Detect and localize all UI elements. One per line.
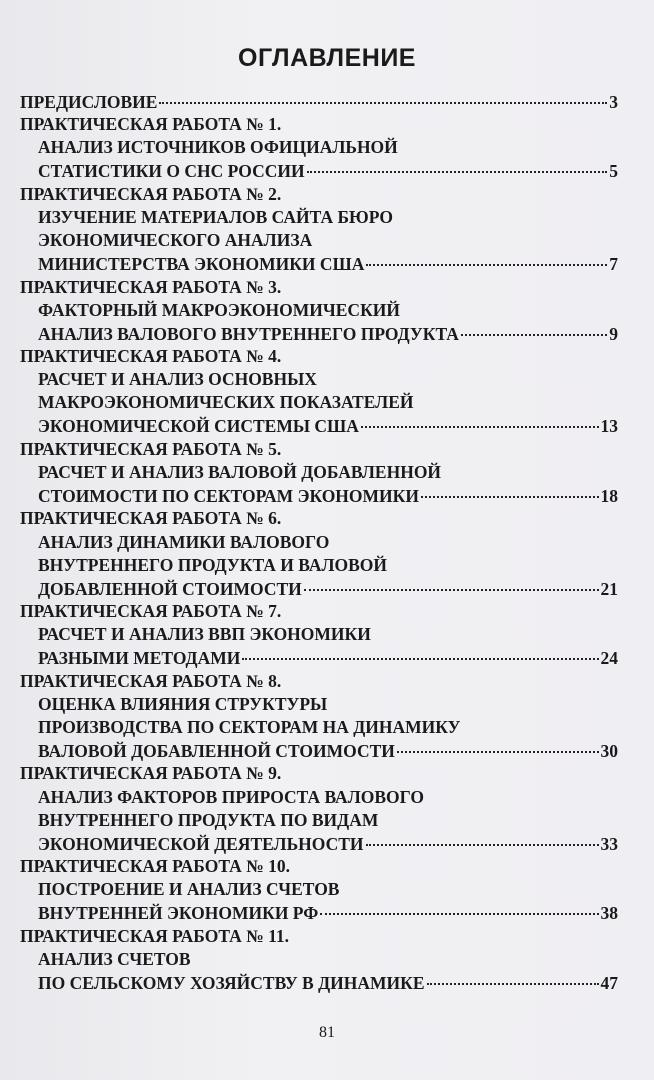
- dot-leader: [366, 828, 599, 846]
- page-number: 81: [319, 1024, 335, 1041]
- toc-entry-page: 3: [609, 91, 618, 112]
- toc-entry-page: 7: [609, 254, 618, 275]
- toc-entry-text: СТОИМОСТИ ПО СЕКТОРАМ ЭКОНОМИКИ: [38, 485, 419, 506]
- dot-leader: [397, 735, 599, 753]
- toc-entry-text: ПРАКТИЧЕСКАЯ РАБОТА № 4.: [20, 346, 282, 367]
- toc-entry-text: ПРАКТИЧЕСКАЯ РАБОТА № 5.: [20, 438, 282, 459]
- toc-entry-text: РАСЧЕТ И АНАЛИЗ ВАЛОВОЙ ДОБАВЛЕННОЙ: [38, 462, 442, 482]
- toc-entry: [20, 600, 618, 623]
- toc-entry-text: ВАЛОВОЙ ДОБАВЛЕННОЙ СТОИМОСТИ: [38, 741, 395, 761]
- toc-entry: [20, 322, 618, 345]
- toc-entry-text: АНАЛИЗ ИСТОЧНИКОВ ОФИЦИАЛЬНОЙ: [38, 137, 398, 158]
- toc-entry: [20, 693, 618, 716]
- toc-entry: [20, 786, 618, 809]
- toc-entry-page: 21: [600, 578, 618, 599]
- toc-entry-text: ПРАКТИЧЕСКАЯ РАБОТА № 9.: [20, 763, 282, 784]
- toc-entry: [20, 577, 618, 600]
- dot-leader: [159, 86, 607, 104]
- dot-leader: [427, 967, 599, 985]
- toc-entry-text: ПРАКТИЧЕСКАЯ РАБОТА № 8.: [20, 670, 282, 691]
- toc-entry-text: ПОСТРОЕНИЕ И АНАЛИЗ СЧЕТОВ: [38, 879, 340, 900]
- toc-entry-text: АНАЛИЗ ФАКТОРОВ ПРИРОСТА ВАЛОВОГО: [38, 786, 424, 807]
- toc-entry-text: СТАТИСТИКИ О СНС РОССИИ: [38, 161, 305, 182]
- toc-entry-text: АНАЛИЗ ВАЛОВОГО ВНУТРЕННЕГО ПРОДУКТА: [38, 323, 459, 344]
- toc-entry-text: ДОБАВЛЕННОЙ СТОИМОСТИ: [38, 578, 302, 599]
- toc-entry: [20, 670, 618, 693]
- toc-entry-page: 24: [600, 648, 618, 669]
- dot-leader: [461, 318, 607, 336]
- table-of-contents: [20, 90, 618, 994]
- toc-entry: [20, 438, 618, 461]
- dot-leader: [366, 248, 607, 266]
- toc-entry-text: ИЗУЧЕНИЕ МАТЕРИАЛОВ САЙТА БЮРО: [38, 206, 393, 227]
- dot-leader: [320, 898, 598, 916]
- toc-entry-page: 33: [600, 833, 618, 854]
- toc-entry-text: ВНУТРЕННЕГО ПРОДУКТА ПО ВИДАМ: [38, 809, 379, 830]
- toc-entry: [20, 855, 618, 878]
- toc-entry-text: ПО СЕЛЬСКОМУ ХОЗЯЙСТВУ В ДИНАМИКЕ: [38, 972, 425, 993]
- toc-entry-text: ПРАКТИЧЕСКАЯ РАБОТА № 1.: [20, 114, 282, 135]
- toc-entry-text: МИНИСТЕРСТВА ЭКОНОМИКИ США: [38, 254, 365, 275]
- toc-entry: [20, 252, 618, 275]
- toc-entry: [20, 276, 618, 299]
- toc-entry-text: ПРАКТИЧЕСКАЯ РАБОТА № 3.: [20, 276, 282, 297]
- toc-entry-page: 18: [600, 485, 618, 506]
- toc-entry: [20, 368, 618, 391]
- dot-leader: [307, 156, 608, 174]
- dot-leader: [304, 573, 599, 591]
- toc-entry-text: ПРАКТИЧЕСКАЯ РАБОТА № 10.: [20, 856, 290, 877]
- toc-entry-text: ПРАКТИЧЕСКАЯ РАБОТА № 6.: [20, 508, 282, 529]
- toc-entry: [20, 507, 618, 530]
- toc-entry: [20, 90, 618, 113]
- dot-leader: [361, 411, 599, 429]
- toc-entry-page: 5: [609, 161, 618, 182]
- toc-entry-text: ЭКОНОМИЧЕСКОЙ СИСТЕМЫ США: [38, 416, 359, 437]
- toc-entry-page: 13: [600, 416, 618, 437]
- toc-entry-page: 47: [600, 972, 618, 993]
- toc-entry-text: ФАКТОРНЫЙ МАКРОЭКОНОМИЧЕСКИЙ: [38, 299, 400, 320]
- toc-entry-text: ЭКОНОМИЧЕСКОЙ ДЕЯТЕЛЬНОСТИ: [38, 833, 364, 854]
- toc-entry-text: ОЦЕНКА ВЛИЯНИЯ СТРУКТУРЫ: [38, 693, 328, 714]
- dot-leader: [242, 643, 598, 661]
- toc-entry: [20, 160, 618, 183]
- toc-entry-page: 38: [600, 903, 618, 924]
- toc-entry-text: ВНУТРЕННЕЙ ЭКОНОМИКИ РФ: [38, 903, 319, 924]
- toc-entry-text: ПРАКТИЧЕСКАЯ РАБОТА № 7.: [20, 601, 282, 622]
- toc-entry: [20, 415, 618, 438]
- toc-entry: [20, 206, 618, 229]
- toc-entry: [20, 832, 618, 855]
- toc-entry-text: РАСЧЕТ И АНАЛИЗ ВВП ЭКОНОМИКИ: [38, 624, 371, 645]
- toc-entry-page: 9: [609, 323, 618, 344]
- toc-entry: [20, 484, 618, 507]
- toc-entry: [20, 345, 618, 368]
- toc-entry: [20, 113, 618, 136]
- toc-entry-text: ВНУТРЕННЕГО ПРОДУКТА И ВАЛОВОЙ: [38, 554, 388, 575]
- toc-entry: [20, 762, 618, 785]
- toc-entry-text: АНАЛИЗ СЧЕТОВ: [38, 948, 191, 969]
- toc-entry-text: ПРАКТИЧЕСКАЯ РАБОТА № 2.: [20, 183, 282, 204]
- toc-entry-text: АНАЛИЗ ДИНАМИКИ ВАЛОВОГО: [38, 531, 330, 552]
- toc-entry: [20, 531, 618, 554]
- toc-entry-text: ЭКОНОМИЧЕСКОГО АНАЛИЗА: [38, 230, 313, 251]
- page-title: ОГЛАВЛЕНИЕ: [238, 44, 416, 72]
- dot-leader: [421, 480, 599, 498]
- toc-entry-text: ПРАКТИЧЕСКАЯ РАБОТА № 11.: [20, 925, 290, 946]
- toc-entry: [20, 739, 618, 762]
- toc-entry: [20, 647, 618, 670]
- toc-entry: [20, 902, 618, 925]
- toc-entry-text: МАКРОЭКОНОМИЧЕСКИХ ПОКАЗАТЕЛЕЙ: [38, 392, 414, 413]
- toc-entry: [20, 971, 618, 994]
- toc-entry-text: РАСЧЕТ И АНАЛИЗ ОСНОВНЫХ: [38, 369, 317, 390]
- toc-entry-page: 30: [600, 741, 618, 761]
- toc-entry-text: ПРЕДИСЛОВИЕ: [20, 91, 158, 112]
- toc-entry: [20, 925, 618, 948]
- toc-entry-text: ПРОИЗВОДСТВА ПО СЕКТОРАМ НА ДИНАМИКУ: [38, 717, 461, 738]
- toc-entry-text: РАЗНЫМИ МЕТОДАМИ: [38, 648, 241, 669]
- toc-entry: [20, 183, 618, 206]
